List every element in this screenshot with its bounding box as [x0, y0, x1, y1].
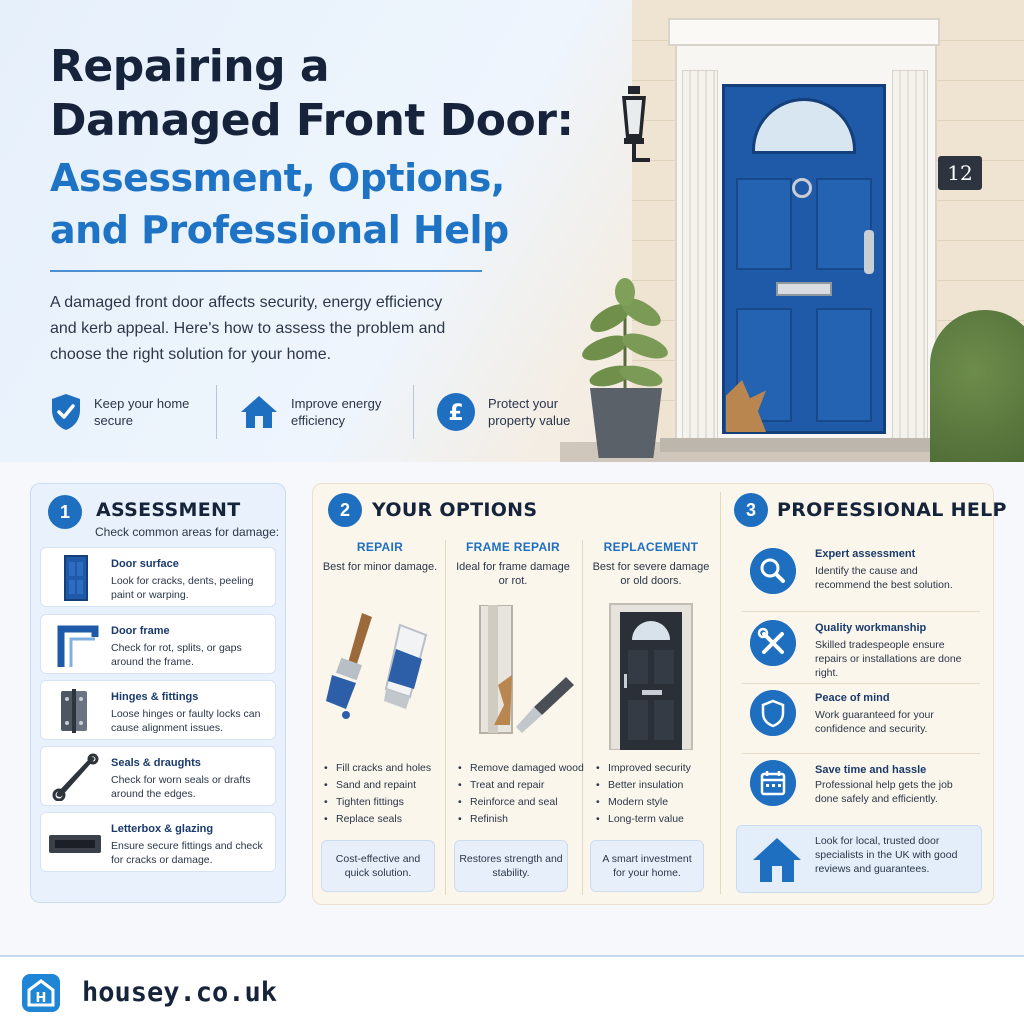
pro-item-desc: Professional help gets the job done safely and efficiently. — [815, 779, 953, 805]
door-handle — [864, 230, 874, 274]
list-item: • Tighten fittings — [324, 794, 454, 811]
feature-secure — [50, 385, 217, 439]
options-title: YOUR OPTIONS — [372, 499, 538, 521]
seal-icon — [47, 753, 103, 801]
intro-text: A damaged front door affects security, energy efficiency and kerb appeal. Here's how to assess the problem and choose the right solution for your home. — [50, 294, 446, 363]
pro-item-quality — [738, 614, 982, 684]
professional-title: PROFESSIONAL HELP — [777, 499, 1007, 521]
list-item: • Modern style — [596, 794, 726, 811]
feature-energy — [239, 385, 414, 439]
pro-item-desc: Skilled tradespeople ensure repairs or installations are done right. — [815, 639, 962, 679]
option-frame-summary: Restores strength and stability. — [454, 840, 568, 892]
option-replacement-list — [596, 760, 726, 828]
door-letterbox — [776, 282, 832, 296]
door-step — [660, 438, 940, 452]
door-icon — [47, 554, 103, 602]
calendar-icon — [750, 760, 796, 806]
house-icon — [239, 394, 279, 430]
pro-item-desc: Work guaranteed for your confidence and security. — [815, 709, 934, 735]
professional-number: 3 — [734, 493, 768, 527]
list-item: • Treat and repair — [458, 777, 588, 794]
subtitle-line-2: and Professional Help — [50, 208, 509, 252]
pro-item-title: Peace of mind — [815, 692, 890, 704]
feature-secure-label: Keep your home secure — [94, 396, 190, 428]
pound-icon — [436, 392, 476, 432]
assess-item-title: Door frame — [111, 625, 170, 637]
pro-item-peace — [738, 686, 982, 756]
assess-item-title: Hinges & fittings — [111, 691, 199, 703]
svg-text:£: £ — [448, 401, 464, 426]
separator — [742, 753, 980, 754]
plant-icon — [575, 278, 675, 398]
option-repair — [319, 540, 441, 574]
shield-check-icon — [50, 392, 82, 432]
list-item: • Better insulation — [596, 777, 726, 794]
option-frame-repair — [452, 540, 574, 588]
assess-item-hinges — [40, 680, 276, 740]
title-line-2: Damaged Front Door: — [50, 95, 574, 146]
feature-energy-label: Improve energy efficiency — [291, 396, 382, 428]
option-frame-list — [458, 760, 588, 828]
options-number: 2 — [328, 493, 362, 527]
tools-icon — [750, 620, 796, 666]
assess-item-title: Seals & draughts — [111, 757, 201, 769]
list-item: • Reinforce and seal — [458, 794, 588, 811]
magnifier-icon — [750, 548, 796, 594]
frame-icon — [47, 621, 103, 669]
list-item: • Long-term value — [596, 811, 726, 828]
brand-link[interactable]: housey.co.uk — [82, 977, 278, 1008]
right-pilaster — [892, 70, 928, 440]
separator — [742, 683, 980, 684]
house-number: 12 — [938, 156, 982, 190]
option-head: FRAME REPAIR — [465, 540, 561, 554]
list-item: • Sand and repaint — [324, 777, 454, 794]
separator — [742, 611, 980, 612]
list-item: • Fill cracks and holes — [324, 760, 454, 777]
option-sub: Ideal for frame damage or rot. — [456, 561, 570, 587]
pro-item-expert — [738, 540, 982, 610]
hero-features — [50, 385, 632, 439]
list-item: • Remove damaged wood — [458, 760, 588, 777]
bush — [930, 310, 1024, 462]
pro-note — [736, 825, 982, 893]
pro-item-title: Quality workmanship — [815, 622, 927, 634]
option-sub: Best for minor damage. — [322, 561, 438, 573]
title-rule — [50, 270, 482, 272]
list-item: • Refinish — [458, 811, 588, 828]
pro-note-text: Look for local, trusted door specialists in the UK with good reviews and guarantees. — [815, 835, 958, 875]
wall-lamp-icon — [614, 86, 654, 172]
list-item: • Improved security — [596, 760, 726, 777]
assess-item-desc: Ensure secure fittings and check for cracks or damage. — [111, 840, 263, 866]
feature-value-label: Protect your property value — [488, 396, 571, 428]
option-head: REPAIR — [356, 540, 404, 554]
option-replacement — [590, 540, 712, 588]
pro-item-desc: Identify the cause and recommend the best solution. — [815, 565, 953, 591]
door-knocker — [792, 178, 812, 198]
assessment-number: 1 — [48, 495, 82, 529]
option-sub: Best for severe damage or old doors. — [592, 561, 710, 587]
house-icon — [751, 836, 803, 884]
assess-item-desc: Check for worn seals or drafts around the edges. — [111, 774, 251, 800]
door-panel — [816, 308, 872, 422]
pro-item-title: Save time and hassle — [815, 764, 927, 776]
footer — [0, 955, 1024, 1024]
hero-section — [0, 0, 1024, 462]
brand-logo-icon[interactable] — [22, 974, 60, 1012]
option-replacement-summary: A smart investment for your home. — [590, 840, 704, 892]
list-item: • Replace seals — [324, 811, 454, 828]
left-pilaster — [682, 70, 718, 440]
assess-item-desc: Look for cracks, dents, peeling paint or warping. — [111, 575, 254, 601]
assess-item-letterbox — [40, 812, 276, 872]
new-door-icon — [608, 602, 694, 750]
paintbrush-icon — [322, 605, 440, 725]
column-divider — [445, 540, 446, 895]
door-panel — [736, 178, 792, 270]
assess-item-desc: Loose hinges or faulty locks can cause alignment issues. — [111, 708, 261, 734]
logo-letter: H — [35, 991, 47, 1006]
assess-item-door-surface — [40, 547, 276, 607]
pro-item-save-time — [738, 756, 982, 820]
hero-text — [50, 40, 590, 368]
section-divider — [720, 492, 721, 894]
subtitle-line-1: Assessment, Options, — [50, 156, 505, 200]
assess-item-desc: Check for rot, splits, or gaps around the frame. — [111, 642, 242, 668]
pro-item-title: Expert assessment — [815, 548, 916, 560]
assess-item-door-frame — [40, 614, 276, 674]
option-repair-list — [324, 760, 454, 828]
assessment-title: ASSESSMENT — [96, 499, 241, 521]
column-divider — [582, 540, 583, 895]
option-repair-summary: Cost-effective and quick solution. — [321, 840, 435, 892]
shield-icon — [750, 690, 796, 736]
title-line-1: Repairing a — [50, 41, 330, 92]
assess-item-seals — [40, 746, 276, 806]
assess-item-title: Letterbox & glazing — [111, 823, 214, 835]
chisel-icon — [470, 605, 580, 735]
assess-item-title: Door surface — [111, 558, 179, 570]
letterbox-icon — [47, 819, 103, 867]
plant-pot — [590, 388, 662, 458]
hinge-icon — [47, 687, 103, 735]
door-cornice — [668, 18, 940, 46]
logo-house-icon — [22, 974, 60, 1012]
option-head: REPLACEMENT — [603, 540, 699, 554]
assessment-subtitle: Check common areas for damage: — [95, 525, 280, 539]
